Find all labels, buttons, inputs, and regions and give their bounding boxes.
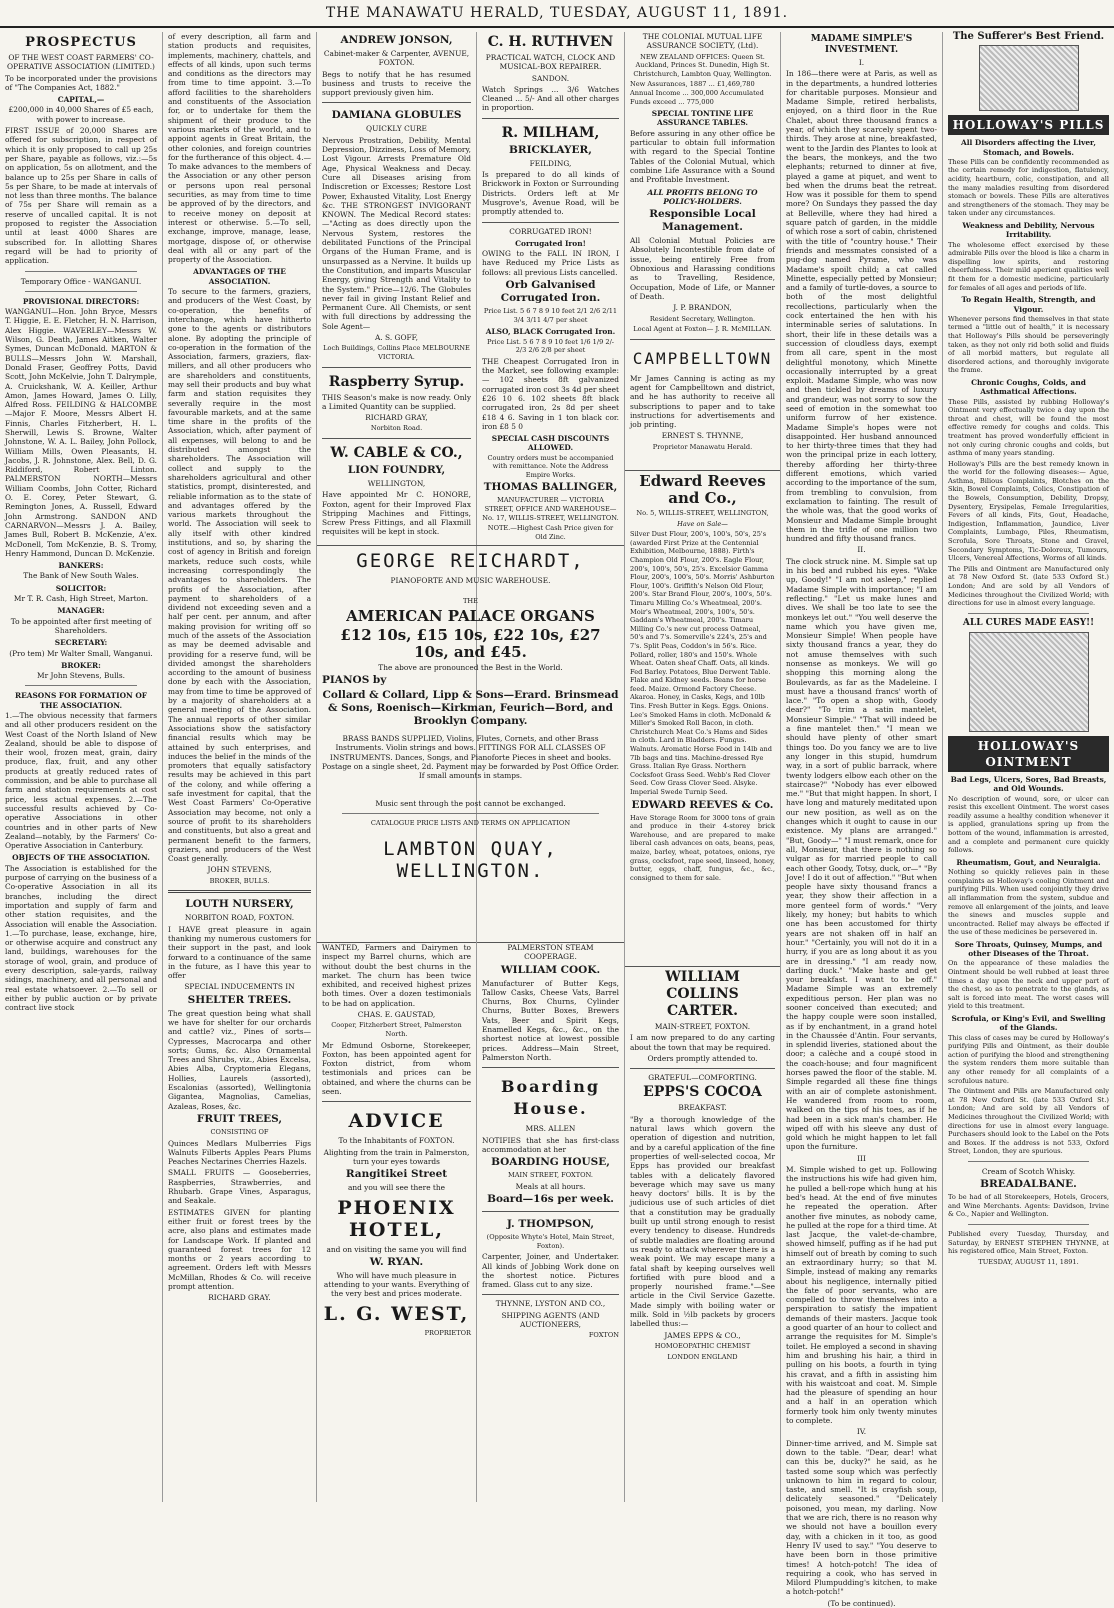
- brandon-title: Resident Secretary, Wellington.: [649, 314, 756, 323]
- divider: [25, 291, 137, 292]
- raspberry-syrup-title: Raspberry Syrup.: [328, 373, 465, 390]
- boarding-house-name: BOARDING HOUSE,: [491, 1156, 610, 1169]
- rgray-address: Norbiton Road.: [370, 424, 423, 433]
- solicitor-heading: SOLICITOR:: [55, 583, 107, 593]
- column-5: [625, 32, 780, 468]
- advice-sub: To the Inhabitants of FOXTON.: [338, 1136, 455, 1146]
- coughs-text: These Pills, assisted by rubbing Holloway's Ointment very effectually twice a day upon the throat and chest, will be found the most effective remedy for coughs and colds. This treatment has proved wonderfully efficient in not only curing chronic coughs and colds, but asthma of many years standing.: [948, 397, 1109, 458]
- cooperage-heading: PALMERSTON STEAM COOPERAGE.: [507, 943, 594, 962]
- orb-price-list: Price List. 5 6 7 8 9 10 feet 2/1 2/6 2/11 3/4 3/11 4/7 per sheet: [483, 307, 618, 324]
- carter-name: WILLIAM COLLINS CARTER.: [665, 969, 740, 1019]
- thynne-name: ERNEST S. THYNNE,: [661, 431, 744, 441]
- weakness-heading: Weakness and Debility, Nervous Irritability.: [962, 221, 1095, 240]
- boarding-house-address: MAIN STREET, FOXTON.: [508, 1171, 593, 1180]
- reichardt-advert: [317, 545, 624, 940]
- edward-reeves-name: Edward Reeves and Co.,: [639, 472, 766, 507]
- divider: [968, 613, 1089, 614]
- apo-title: AMERICAN PALACE ORGANS: [346, 606, 595, 625]
- meals-text: Meals at all hours.: [515, 1181, 586, 1191]
- edward-reeves-storage: Have Storage Room for 3000 tons of grain and produce in their 4-storey brick Warehouse, and are prepared to make liberal cash advances on oats, beans, peas, maize, barley, wheat, potatoes, onions, rye grass, cocksfoot, rape seed, linseed, honey, butter, eggs, chaff, fungus, &c., &c., consigned to them for sale.: [630, 813, 775, 882]
- local-agent: Local Agent at Foxton— J. R. McMILLAN.: [633, 325, 772, 334]
- signatory-name: JOHN STEVENS,: [207, 865, 272, 875]
- damiana-sub: QUICKLY CURE: [366, 124, 427, 134]
- prospectus-intro: To be incorporated under the provisions of "The Companies Act, 1882.": [5, 73, 157, 92]
- black-price-list: Price List. 5 6 7 8 9 10 feet 1/6 1/9 2/- 2/3 2/6 2/8 per sheet: [486, 337, 615, 355]
- signatory-title: BROKER, BULLS.: [209, 876, 270, 885]
- advice-text-3: and on visiting the same you will find: [326, 1244, 467, 1254]
- west-name: L. G. WEST,: [323, 1302, 470, 1325]
- cheapest-text: THE Cheapest Corrugated Iron in the Market, see following example:— 102 sheets 8ft galvanized corrugated iron cost 3s 4d per sheet £26 10 6. 102 sheets 8ft black corrugated iron, 2s 8d per sheet £18 4 6. Saving in 1 ton black cor. iron £8 5 0: [482, 356, 620, 431]
- weakness-text: The wholesome effect exercised by these admirable Pills over the blood is like a charm in dispelling low spirits, and restoring cheerfulness. Their mild aperient qualities well fit them for a domestic medicine, particularly for females of all ages and periods of life.: [948, 240, 1109, 292]
- thompson-name: J. THOMPSON,: [506, 1218, 595, 1231]
- wanted-churns: WANTED, Farmers and Dairymen to inspect my Barrel churns, which are without doubt the best churns in the market. The churn has been twice exhibited, and received highest prizes both times. Over a dozen testimonials to be had on application.: [322, 943, 471, 1008]
- fruit-trees-sub: CONSISTING OF: [210, 1127, 269, 1136]
- divider: [342, 813, 599, 814]
- column-6: [781, 32, 942, 1608]
- pianos-heading: PIANOS by: [322, 674, 387, 687]
- imprint-date: TUESDAY, AUGUST 11, 1891.: [978, 1257, 1079, 1266]
- campbelltown-text: Mr James Canning is acting as my agent for Campbelltown and district, and he has authority to receive all subscriptions to paper and to take instructions for advertisements and job printing.: [630, 373, 775, 430]
- holloways-pills-banner: HOLLOWAY'S PILLS: [948, 115, 1109, 135]
- fruit-trees-list: Quinces Medlars Mulberries Figs Walnuts Filberts Apples Pears Plums Peaches Nectarines Cherries Hazels.: [168, 1138, 311, 1167]
- on-sale-heading: Have on Sale—: [677, 519, 728, 528]
- gaustad-address: Cooper, Fitzherbert Street, Palmerston North.: [331, 1021, 462, 1038]
- manager-heading: MANAGER:: [57, 606, 105, 616]
- local-management: Responsible Local Management.: [649, 208, 756, 234]
- louth-nursery-address: NORBITON ROAD, FOXTON.: [184, 913, 295, 923]
- tontine-heading: SPECIAL TONTINE LIFE ASSURANCE TABLES.: [651, 109, 754, 128]
- prospectus-title: PROSPECTUS: [25, 35, 137, 50]
- bad-legs-heading: Bad Legs, Ulcers, Sores, Bad Breasts, and Old Wounds.: [950, 775, 1107, 794]
- to-be-continued: (To be continued).: [827, 1598, 896, 1608]
- capital-text: £200,000 in 40,000 Shares of £5 each, with power to increase.: [8, 105, 154, 124]
- corrugated-text: OWING to the FALL IN IRON, I have Reduced my Price Lists as follows: all previous Lists cancelled.: [482, 249, 619, 277]
- whisky-text: To be had of all Storekeepers, Hotels, Grocers, and Wine Merchants. Agents: Davidson, Irvine & Co., Napier and Wellington.: [948, 1193, 1109, 1219]
- regain-text: Whenever persons find themselves in that state termed a "little out of health," it is necessary that Holloway's Pills should be perseveringly taken, as they not only rid both solid and fluids of all morbid matters, but regulate all disordered actions, and thoroughly invigorate the frame.: [948, 314, 1109, 375]
- milham-text: Is prepared to do all kinds of Brickwork in Foxton or Surrounding Districts. Orders left at Mr Musgrove's, Avenue Road, will be promptly attended to.: [482, 170, 619, 217]
- colonial-figures: New Assurances, 1887 ... £1,469,780 Annual Income ... 300,000 Accumulated Funds exceed ... 775,000: [630, 80, 764, 106]
- story-part-3: M. Simple wished to get up. Following the instructions his wife had given him, he pulled a bell-rope which hung at his bed's head. At the end of five minutes he repeated the operation. After another five minutes, as nobody came, he pulled at the rope for a third time. At last Jacque, the valet-de-chambre, showed himself, puffing as if he had put himself out of breath by coming to such an extraordinary hurry; so that M. Simple, instead of making any remarks about his negligence, internally pitied the fate of poor servants, who are compelled to throw themselves into a perspiration to satisfy the impatient demands of their masters. Jacque took a good quarter of an hour to collect and arrange the requisites for M. Simple's toilet. He employed a second in shaving him and brushing his hair, a third in pulling on his boots, a fourth in tying his cravat, and a fifth in assisting him with his waistcoat and coat. M. Simple had the pleasure of spending an hour and a half in an operation which formerly took him only twenty minutes to complete.: [786, 1165, 937, 1426]
- reasons-heading: REASONS FOR FORMATION OF THE ASSOCIATION.: [14, 691, 148, 710]
- carter-text: I am now prepared to do any carting about the town that may be required.: [630, 1033, 775, 1052]
- tontine-text: Before assuring in any other office be particular to obtain full information with regard to the Special Tontine Tables of the Colonial Mutual, which combine Life Assurance with a Sound and Profitable Investment.: [630, 128, 775, 185]
- ruthven-place: SANDON.: [531, 73, 570, 83]
- thynne-title: Proprietor Manawatu Herald.: [652, 442, 753, 451]
- edward-reeves-advert: [625, 470, 780, 962]
- temporary-office: Temporary Office - WANGANUI.: [20, 276, 142, 286]
- allen-name: MRS. ALLEN: [525, 1124, 576, 1134]
- coughs-heading: Chronic Coughs, Colds, and Asthmatical Affections.: [971, 377, 1086, 397]
- watch-prices: Watch Springs ... 3/6 Watches Cleaned ... 5/- And all other charges in proportion.: [482, 84, 619, 113]
- cash-discounts: SPECIAL CASH DISCOUNTS ALLOWED.: [491, 434, 610, 453]
- local-management-text: All Colonial Mutual Policies are Absolutely Incontestible from date of issue, being entirely Free from Obnoxious and Harassing conditions as to Travelling, Residence, Occupation, Mode of Life, or Manner of Death.: [630, 236, 775, 301]
- divider: [25, 271, 137, 272]
- lambton-quay: LAMBTON QUAY, WELLINGTON.: [383, 837, 558, 882]
- imprint: Published every Tuesday, Thursday, and Saturday, by ERNEST STEPHEN THYNNE, at his registered office, Main Street, Foxton.: [948, 1230, 1109, 1256]
- reichardt-trade: PIANOFORTE AND MUSIC WAREHOUSE.: [390, 576, 551, 585]
- jonson-name: ANDREW JONSON,: [340, 34, 453, 46]
- masthead: THE MANAWATU HERALD, TUESDAY, AUGUST 11, 1891.: [0, 0, 1114, 28]
- chapter-1: I.: [858, 58, 865, 67]
- carter-address: MAIN-STREET, FOXTON.: [654, 1022, 751, 1031]
- lion-foundry: LION FOUNDRY,: [347, 463, 446, 476]
- catalogue-notice: CATALOGUE PRICE LISTS AND TERMS ON APPLICATION: [370, 818, 571, 827]
- profits-heading: ALL PROFITS BELONG TO POLICY-HOLDERS.: [647, 187, 758, 206]
- thynne-lyston: THYNNE, LYSTON AND CO.,: [495, 1299, 606, 1309]
- story-part-4: Dinner-time arrived, and M. Simple sat down to the table. "Dear, dear! what can this be, ducky?" he said, as he tasted some soup which was perfectly unknown to him in regard to colour, taste, and smell. "It is crayfish soup, delicately seasoned." "Delicately poisoned, you mean, my darling. Now that we are rich, there is no reason why we should not have a bouillon every day, with a chicken in it too, as good Henry IV used to say." "You deserve to have been born in those primitive times! A hotch-potch! The idea of requiring a cook, who has served in Milord Plumpudding's kitchen, to make a hotch-potch!": [786, 1438, 937, 1597]
- allen-text: NOTIFIES that she has first-class accommodation at her: [482, 1135, 619, 1154]
- all-cures-banner: ALL CURES MADE EASY!!: [962, 617, 1095, 628]
- advice-heading: ADVICE: [348, 1110, 445, 1133]
- jonson-text: Begs to notify that he has resumed business and trusts to receive the support previously given him.: [322, 69, 471, 98]
- chapter-2: II.: [857, 545, 866, 555]
- sore-throats-text: On the appearance of these maladies the Ointment should be well rubbed at least three times a day upon the neck and upper part of the chest, so as to penetrate to the glands, as salt is forced into meat. The worst cases will yield to this treatment.: [948, 959, 1109, 1011]
- broker-text: Mr John Stevens, Bulls.: [37, 671, 125, 681]
- colonial-offices: NEW ZEALAND OFFICES: Queen St. Auckland, Princes St. Dunedin, High St. Christchurch, Lambton Quay, Wellington.: [633, 52, 772, 78]
- edward-reeves-co: EDWARD REEVES & Co.: [631, 798, 774, 811]
- objects-text: The Association is established for the purpose of carrying on the business of a Co-operative Association in all its branches, including the direct importation and supply of farm and other station requisites, and the Association will enable the Association. 1.—To purchase, lease, exchange, hire, or otherwise acquire and construct any land, buildings, warehouses for the storage of wool, grain, and produce of every description, sale-yards, railway sidings, machinery, and all personal and real estate whatsoever. 2.—To sell or either by public auction or by private contract live stock: [5, 863, 157, 1013]
- divider: [25, 685, 137, 686]
- rangitikei-street: Rangitikei Street: [345, 1168, 448, 1181]
- column-3: [317, 32, 476, 542]
- cable-name: W. CABLE & CO.,: [330, 444, 463, 461]
- rheumatism-heading: Rheumatism, Gout, and Neuralgia.: [956, 857, 1101, 867]
- broker-heading: BROKER:: [61, 660, 101, 670]
- secretary-heading: SECRETARY:: [54, 638, 108, 648]
- campbelltown-title: CAMPBELLTOWN: [632, 348, 773, 368]
- brandon-name: J. P. BRANDON,: [673, 303, 732, 313]
- epps-location: LONDON ENGLAND: [667, 1352, 738, 1361]
- orb-heading: Orb Galvanised Corrugated Iron.: [500, 279, 601, 305]
- hygeia-figure-illustration: [969, 632, 1089, 732]
- cash-discounts-text: Country orders must be accompanied with remittance. Note the Address Empire Works.: [487, 453, 614, 479]
- milham-place: FEILDING,: [529, 158, 572, 168]
- colonial-mutual-title: THE COLONIAL MUTUAL LIFE ASSURANCE SOCIETY, (Ltd).: [642, 32, 763, 51]
- goff-address: Loch Buildings, Collins Place MELBOURNE VICTORIA.: [323, 344, 470, 361]
- carter-orders: Orders promptly attended to.: [647, 1053, 758, 1063]
- objects-continued: of every description, all farm and station products and requisites, implements, machinery, chattels, and effects of all kinds, upon such terms and conditions as the directors may from time to time appoint. 3.—To afford facilities to the shareholders and constituents of the Association for, or to undertake for them the shipment of their produce to the various markets of the world, and to appoint agents in Great Britain, the other colonies, and foreign countries for the furtherance of this object. 4.—To make advances to the members of the Association or any other person or persons upon real personal securities, as may from time to time be approved of by the directors, and to receive money on deposit at interest or otherwise. 5.—To sell, exchange, improve, manage, lease, mortgage, dispose of, or otherwise deal with all or any part of the property of the Association.: [168, 32, 311, 265]
- ballinger-address: MANUFACTURER — VICTORIA STREET, OFFICE AND WAREHOUSE— No. 17, WILLIS-STREET, WELLINGTON.: [482, 496, 619, 522]
- manager-text: To be appointed after first meeting of Shareholders.: [10, 616, 152, 635]
- prospectus-subtitle: OF THE WEST COAST FARMERS' CO-OPERATIVE ASSOCIATION (LIMITED.): [7, 53, 155, 72]
- grateful-comforting: GRATEFUL—COMFORTING.: [648, 1073, 757, 1083]
- story-part-1: In 186—there were at Paris, as well as in the departments, a hundred lotteries for charitable purposes. Monsieur and Madame Simple, retired herbalists, enjoyed, on a third floor in the Rue Chalet, about three thousand francs a year, of which they scarcely spent two-thirds. They arose at nine, breakfasted, went to the Jardin des Plantes to look at the bears, the monkeys, and the two elephants; returned to dinner at five, played a game at piquet, and went to bed when the drums beat the retreat. How was it possible for them to spend more? On Sundays they passed the day at Belleville, where they had hired a square patch of garden, in the middle of which rose a sort of cabin, christened with the title of "country house." Their friends and messmates consisted of a pug-dog named Pyrame, who was Madame's spoilt child; a cat called Minette, especially petted by Monsieur; and a family of turtle-doves, a source to both of the most delightful recollections, particularly when the cock entertained the hen with his interminable series of salutations. In short, their life in these details was a succession of cloudless days, exempt from all care, spent in the most delightful monotony, which Minette occasionally interrupted by a great exploit. Madame Simple, who was now and then tickled by dreams of luxury and grandeur, was not sorry to sow the seed of emotion in the somewhat too uniform furrow of her existence. Madame Simple's hopes were not disappointed. Her husband announced to her thirty-three times that they had won the principal prize in each lottery, thereby affording her thirty-three different emotions, which varied according to the importance of the sum, from trembling to convulsion, from exclamation to fainting. The result of the whole was, that the good works of Monsieur and Madame Simple brought them in the trifle of one million two hundred and fifty thousand francs.: [786, 69, 938, 544]
- thompson-text: Carpenter, Joiner, and Undertaker. All kinds of Jobbing Work done on the shortest notice. Pictures framed. Glass cut to any size.: [482, 1252, 619, 1290]
- chapter-3: III: [857, 1153, 866, 1163]
- column-7: [943, 32, 1114, 1504]
- shelter-trees: SHELTER TREES.: [187, 993, 292, 1006]
- damiana-text: Nervous Prostration, Debility, Mental Depression, Dizziness, Loss of Memory, Lost Vigour. Arrests Premature Old Age, Physical Weakness and Decay. Cure all Diseases arising from Indiscretion or Excesses; Restore Lost Power, Exhausted Vitality, Lost Energy &c. THE STRONGEST INVIGORANT KNOWN. The Medical Record states:—"Acting as does directly upon the Nervous System, restores the debilitated Functions of the Principal Organs of the Human Frame, and is unsurpassed as a Nervine. It builds up the Constitution, and imparts Muscular Energy, giving Strength and Vitality to the System." Price—12/6. The Globules never fail in giving Instant Relief and Permanent Cure. All Chemists, or sent with full directions by addressing the Sole Agent—: [322, 135, 471, 331]
- brass-bands-text: BRASS BANDS SUPPLIED, Violins, Flutes, Cornets, and other Brass Instruments. Violin strings and bows. FITTINGS FOR ALL CLASSES OF INSTRUMENTS. Dances, Songs, and Pianoforte Pieces in sheet and books. Postage on a single sheet, 2d. Payment may be forwarded by Post Office Order. If small amounts in stamps.: [322, 734, 619, 781]
- advice-text: Alighting from the train in Palmerston, turn your eyes towards: [323, 1147, 470, 1166]
- liver-heading: All Disorders affecting the Liver, Stomach, and Bowels.: [960, 138, 1096, 157]
- liver-text: These Pills can be confidently recommended as the certain remedy for indigestion, flatulency, acidity, heartburn, colic, constipation, and all the many maladies resulting from disordered stomach or bowels. These Pills are alteratives and strengtheners of the stomach. They may be taken under any circumstances.: [948, 157, 1109, 218]
- music-post-notice: Music sent through the post cannot be exchanged.: [375, 798, 566, 808]
- fruit-trees-heading: FRUIT TREES,: [196, 1112, 283, 1125]
- shipping-place: FOXTON: [588, 1331, 619, 1340]
- ointment-address: The Ointment and Pills are Manufactured only at 78 New Oxford St. (late 533 Oxford St.) London; And are sold by all Vendors of Medicines throughout the Civilized World; with directions for use in almost every language. Purchasers should look to the Label on the Pots and Boxes. If the address is not 533, Oxford Street, London, they are spurious.: [948, 1087, 1109, 1156]
- breadalbane-name: BREADALBANE.: [980, 1178, 1077, 1191]
- phoenix-hotel: PHOENIX HOTEL,: [337, 1196, 456, 1241]
- advantages-heading: ADVANTAGES OF THE ASSOCIATION.: [193, 267, 286, 286]
- epps-breakfast: BREAKFAST.: [678, 1103, 727, 1113]
- advice-text-4: Who will have much pleasure in attending to your wants. Everything of the very best and prices moderate.: [323, 1270, 470, 1299]
- apo-prices: £12 10s, £15 10s, £22 10s, £27 10s, and £45.: [340, 625, 601, 661]
- boarding-house-title: Boarding House.: [500, 1077, 601, 1119]
- special-inducements: SPECIAL INDUCEMENTS IN: [184, 982, 295, 992]
- bad-legs-text: No description of wound, sore, or ulcer can resist this excellent Ointment. The worst cases readily assume a healthy condition whenever it is applied, granulations spring up from the bottom of the wound, inflammation is arrested, and a complete and permanent cure quickly follows.: [948, 794, 1109, 855]
- black-heading: ALSO, BLACK Corrugated Iron.: [485, 327, 616, 337]
- estimates-text: ESTIMATES GIVEN for planting either fruit or forest trees by the acre, also plans and estimates made for Landscape Work. If planted and guaranteed forest trees for 12 months or 2 years according to agreement. Orders left with Messrs McMillan, Rhodes & Co. will receive prompt attention.: [168, 1207, 311, 1291]
- diseases-list: Holloway's Pills are the best remedy known in the world for the following diseases:— Ague, Asthma, Bilious Complaints, Blotches on the Skin, Bowel Complaints, Colics, Constipation of the Bowels, Consumption, Debility, Dropsy, Dysentery, Erysipelas, Female Irregularities, Fevers of all kinds, Fits, Gout, Headache, Indigestion, Inflammation, Jaundice, Liver Complaints, Lumbago, Piles, Rheumatism, Scrofula, Sore Throats, Stone and Gravel, Secondary Symptoms, Tic-Doloreux, Tumours, Ulcers, Venereal Affections, Worms of all kinds.: [948, 459, 1109, 563]
- advantages-text: To secure to the farmers, graziers, and producers of the West Coast, by co-operation, the benefits of interchange, which have hitherto gone to the agents or distributors alone. By adopting the principle of co-operation in the formation of the Association, farmers, graziers, flax-millers, and all other producers who are shareholders and constituents, may sell their products and buy what farm and station requisites they severally require in the most favourable markets, and at the same time share in the profits of the Association, which, after payment of all expenses, will belong to and be distributed amongst the shareholders. The Association will collect and supply to the shareholders agricultural and other statistics, prompt, disinterested, and reliable information as to the state of and advantages offered by the various markets throughout the world. The Association will seek to ally itself with other kindred institutions, and so, by sharing the cost of agency in British and foreign markets, reduce such costs, while increasing correspondingly the advantages to shareholders. The profits of the Association, after payment to shareholders of a dividend not exceeding seven and a half per cent. per annum, and after making provision for writing off so much of the assets of the Association as may be deemed advisable and providing for a reserve fund, will be divided amongst the shareholders according to the amount of business done by each with the Association, may from time to time be approved of by a majority of shareholders at a general meeting of the Association. The annual reports of other similar Associations show the satisfactory financial results which may be attained by such enterprises, and induces the belief in the minds of the promoters that equally satisfactory results may be achieved in this part of the colony, and while offering a safe investment for capital, that the West Coast Farmers' Co-Operative Association may become, not only a source of profit to its shareholders and constituents, but also a great and permanent benefit to the farmers, graziers, and producers of the West Coast generally.: [168, 287, 311, 864]
- louth-nursery-title: LOUTH NURSERY,: [185, 898, 294, 911]
- bankers-text: The Bank of New South Wales.: [23, 571, 139, 581]
- osborne-agent: Mr Edmund Osborne, Storekeeper, Foxton, has been appointed agent for Foxton district, from whom testimonials and prices can be obtained, and where the churns can be seen.: [322, 1040, 471, 1097]
- column-4: [477, 32, 624, 542]
- scrofula-text: This class of cases may be cured by Holloway's purifying Pills and Ointment, as their double action of purifying the blood and strengthening the system renders them more suitable than any other remedy for all complaints of a scrofulous nature.: [948, 1033, 1109, 1085]
- piano-makers: Collard & Collard, Lipp & Sons—Erard. Brinsmead & Sons, Roenisch—Kirkman, Feurich—Bord, and Brooklyn Company.: [322, 689, 619, 728]
- holloway-illustration: [979, 45, 1079, 111]
- nursery-proprietor: RICHARD GRAY.: [208, 1293, 271, 1303]
- sore-throats-heading: Sore Throats, Quinsey, Mumps, and other Diseases of the Throat.: [954, 939, 1103, 959]
- divider: [168, 890, 311, 893]
- epps-company: JAMES EPPS & CO.,: [664, 1330, 741, 1340]
- edward-reeves-address: No. 5, WILLIS-STREET, WELLINGTON,: [636, 509, 769, 517]
- milham-name: R. MILHAM,: [501, 124, 600, 141]
- rgray-name: RICHARD GRAY,: [365, 413, 428, 423]
- corrugated-heading-2: Corrugated Iron!: [515, 238, 586, 248]
- divider: [968, 1161, 1089, 1162]
- solicitor-text: Mr T. R. Cash, High Street, Marton.: [13, 594, 149, 604]
- whisky-heading: Cream of Scotch Whisky.: [981, 1166, 1076, 1176]
- ruthven-name: C. H. RUTHVEN: [487, 34, 614, 50]
- raspberry-syrup-text: THIS Season's make is now ready. Only a Limited Quantity can be supplied.: [322, 392, 471, 411]
- west-title: PROPRIETOR: [424, 1328, 471, 1337]
- capital-heading: CAPITAL,—: [57, 95, 105, 105]
- advice-text-2: and you will see there the: [347, 1183, 446, 1193]
- column-1: [0, 32, 162, 1504]
- board-price: Board—16s per week.: [487, 1193, 614, 1206]
- epps-text: "By a thorough knowledge of the natural laws which govern the operation of digestion and nutrition, and by a careful application of the fine properties of well-selected cocoa, Mr Epps has provided our breakfast tables with a delicately flavored beverage which may save us many heavy doctors' bills. It is by the judicious use of such articles of diet that a constitution may be gradually built up until strong enough to resist every tendency to disease. Hundreds of subtle maladies are floating around us ready to attack wherever there is a weak point. We may escape many a fatal shaft by keeping ourselves well fortified with pure blood and a properly nourished frame."—See article in the Civil Service Gazette. Made simply with boiling water or milk. Sold in ½lb packets by grocers labelled thus:—: [630, 1114, 776, 1329]
- secretary-text: (Pro tem) Mr Walter Small, Wanganui.: [9, 648, 153, 658]
- milham-trade: BRICKLAYER,: [509, 143, 592, 156]
- apo-text: The above are pronounced the Best in the World.: [378, 662, 563, 672]
- ryan-name: W. RYAN.: [369, 1255, 424, 1268]
- rheumatism-text: Nothing so quickly relieves pain in these complaints as Holloway's cooling Ointment and purifying Pills. When used conjointly they drive all inflammation from the system, subdue and remove all enlargement of the joints, and leave the sinews and muscles supple and uncontracted. Relief may always be effected if the use of these medicines be persevered in.: [948, 868, 1109, 937]
- divider: [968, 1224, 1089, 1225]
- homoeopathic-chemist: HOMOEOPATHIC CHEMIST: [654, 1341, 751, 1350]
- regain-heading: To Regain Health, Strength, and Vigour.: [961, 295, 1096, 314]
- epps-cocoa: EPPS'S COCOA: [643, 1084, 762, 1101]
- holloways-ointment-banner: HOLLOWAY'S OINTMENT: [948, 736, 1109, 772]
- cook-text: Manufacturer of Butter Kegs, Tallow Casks, Cheese Vats, Barrel Churns, Box Churns, Cylinder Churns, Butter Boxes, Brewers Vats, Beer and Spirit Kegs, Enamelled Kegs, &c., &c., on the shortest notice at lowest possible prices. Address—Main Street, Palmerston North.: [482, 978, 619, 1062]
- story-title: MADAME SIMPLE'S INVESTMENT.: [810, 34, 913, 55]
- directors-list: WANGANUI—Hon. John Bryce, Messrs T. Higgie, E. E. Fletcher, H. N. Harrison, Alex Higgie. WAVERLEY—Messrs W. Wilson, G. Death, James Aitken, Walter Symes, Duncan McDonald. MARTON & BULLS—Messrs John W. Marshall, Donald Fraser, Geoffrey Potts, David Scott, John McKelvie, John T. Dalrymple, A. Cruickshank, W. A. Keiller, Arthur Amon, James Howard, James O. Lilly, Alfred Ross. FEILDING & HALCOMBE—Major F. Moore, Messrs Albert H. Finnis, Charles Fitzherbert, H. L. Sherwill, Lewis S. Browne, Walter Johnstone, W. A. L. Bailey, John Pollock, William Mills, Owen Pleasants, H. Jacobs, J. R. Johnstone, Alex. Bell, D. G. Riddiford, Robert Linton. PALMERSTON NORTH—Messrs William Coombs, John Cotter, Richard O. E. Corey, Peter Stewart, G. Remington Jones, A. Russell, Edward John Armstrong. SANDON AND CARNARVON—Messrs J. A. Bailey, James Bull, Robert B. McKenzie, A'ex. McDonell, Tom McKenzie, B. S. Tromy, Henry Hammond, Duncan D. McKenzie.: [5, 307, 158, 558]
- directors-heading: PROVISIONAL DIRECTORS:: [22, 296, 140, 306]
- goff-name: A. S. GOFF,: [375, 333, 418, 343]
- jonson-trade: Cabinet-maker & Carpenter, AVENUE, FOXTON.: [323, 49, 470, 68]
- column-2: [163, 32, 316, 1504]
- chapter-4: IV.: [856, 1427, 867, 1437]
- shipping-agents: SHIPPING AGENTS (AND AUCTIONEERS,: [501, 1310, 600, 1330]
- bankers-heading: BANKERS:: [58, 561, 104, 571]
- damiana-title: DAMIANA GLOBULES: [331, 109, 462, 122]
- on-sale-list: Silver Dust Flour, 200's, 100's, 50's, 25's (awarded First Prize at the Centennial Exhibition, Melbourne, 1888). Firth's Champion Old Flour, 200's. Eagle Flour, 200's, 100's, 50's, 25's. Excelsior Gamma Flour, 200's, 100's, 50's. Morris' Ashburton Flour, 100's. Griffith's Nelson Old Flour, 200's. Star Brand Flour, 200's, 100's, 50's. Timaru Milling Co.'s Wheatmeal, 200's. Moir's Wheatmeal, 200's, 100's, 50's. Gaddam's Wheatmeal, 200's. Timaru Milling Co.'s new cut process Oatmeal, 50's and 7's. Somerville's 224's, 25's and 7's. Split Peas, Coddon's in 56's. Rice. Pollard, roller, 180's and 150's. Whole Wheat. Oaten sheaf Chaff. Oats, all kinds. Fed Barley. Potatoes, Blue Derwent Table. Flake and Kidney seeds. Beans for horse feed. Maize. Ormond Factory Cheese. Akaroa. Honey, in Casks, Kegs, and 10lb Tins. Fresh Butter in Kegs. Eggs. Onions. Lee's Smoked Hams in cloth. McDonald & Miller's Smoked Roll Bacon, in cloth. Christchurch Meat Co.'s Hams and Sides in cloth. Lard in Bladders. Fungus. Walnuts. Aromatic Horse Food in 14lb and 7lb bags and tins. Machine-dressed Rye Grass. Italian Rye Grass. Northern Cocksfoot Grass Seed. Webb's Red Clover Seed. Cow Grass Clover Seed. Alsyke. Imperial Swede Turnip Seed.: [630, 530, 775, 796]
- first-issue-text: FIRST ISSUE of 20,000 Shares are offered for subscription, in respect of which it is only proposed to call up 25s per Share, payable as follows, viz.:—5s on application, 5s on allotment, and the balance up to 25s per Share in calls of 5s per Share, to be made at intervals of not less than three months. The balance of 75s per Share will remain as a reserve of uncalled capital. It is not proposed to register the Association until at least 4000 Shares are subscribed for. In allotting Shares regard will be had to priority of application.: [5, 126, 157, 266]
- reasons-text: 1.—The obvious necessity that farmers and all other producers resident on the West Coast of the North Island of New Zealand, should be able to dispose of their wool, frozen meat, grain, dairy produce, flax, fruit, and any other products at greatly reduced rates of commission, and be able to purchase all farm and station requirements at cost price, less actual expenses. 2.—The successful results achieved by Co-operative Associations in other countries and in other parts of New Zealand—notably, by the Farmers' Co-Operative Association in Canterbury.: [5, 711, 157, 851]
- old-zinc-note: NOTE.—Highest Cash Price given for Old Zinc.: [487, 524, 614, 541]
- apo-the: THE: [463, 597, 478, 606]
- corrugated-heading: CORRUGATED IRON!: [509, 226, 592, 236]
- gaustad-name: CHAS. E. GAUSTAD,: [357, 1010, 436, 1020]
- ruthven-trade: PRACTICAL WATCH, CLOCK AND MUSICAL-BOX REPAIRER.: [485, 53, 616, 72]
- cable-city: WELLINGTON,: [367, 478, 426, 488]
- louth-nursery-text: I HAVE great pleasure in again thanking my numerous customers for their support in the past, and look forward to a continuance of the same in the future, as I have this year to offer: [168, 924, 311, 981]
- cable-text: Have appointed Mr C. HONORE, Foxton, agent for their Improved Flax Stripping Machines and Fittings, Screw Press Fittings, and all Flaxmill requisites will be kept in stock.: [322, 490, 471, 537]
- column-5-lower: [625, 966, 780, 1504]
- cook-name: WILLIAM COOK.: [500, 963, 601, 976]
- story-part-2: The clock struck nine. M. Simple sat up in his bed and rubbed his eyes. "Wake up, Goody!" "I am not asleep," replied Madame Simple with importance; "I am reflecting." "Let us make lunes and dives. We shall be too late to see the monkeys let out." "You well deserve the name which you have given me, Monsieur Simple! When people have sixty thousand francs a year, they do not amuse themselves with such nonsense as monkeys. We will go shopping this morning along the Boulevards, as far as the Madeleine. I must have a thousand francs' worth of lace." "To open a shop with, Goody dear?" "To trim a satin mantelet, Monsieur Simple." "That will indeed be a fine mantelet then." "I mean we should have plenty of other smart things too. Do you fancy we are to live any longer in this stupid, humdrum way, in a sort of public barrack, where twenty lodgers elbow each other on the staircase?" "Nobody has ever elbowed me." "But that might happen. In short, I have long and maturely meditated upon our new position, as well as on the changes which it ought to cause in our existence. My plans are arranged." "But, Goody—" "I must remark, once for all, Monsieur, that there is nothing so vulgar as for married people to call each other Goody, Totsy, duck, or—" "By Jove! I do it out of affection." "But when people have sixty thousand francs a year, they show their affection in a more genteel form of words." "Very likely, my honey; but habits to which one has been accustomed for thirty years are not shaken off in half an hour." "Certainly, you will not do it in a hurry, if you are as long about it as you are in dressing." "I am ready now, darling duck." "Make haste and get your breakfast. I want to be off." Madame Simple was an extremely expeditious person. Her plan was no sooner conceived than executed; and the happy couple were soon installed, as if by enchantment, in a grand hotel in the Chaussée d'Antin. Four servants, in splendid liveries, stationed about the door; a calèche and a coupé stood in the coach-house; and four magnificent horses pawed the floor of the stable. M. Simple regarded all these fine things with an air of complete astonishment. He wandered from room to room, walked on the tips of his toes, as if he had been in a sick man's chamber. He wiped off with his sleeve any dust of gold which he might happen to let fall upon the furniture.: [786, 556, 937, 1152]
- small-fruits: SMALL FRUITS — Gooseberries, Raspberries, Strawberries, and Rhubarb. Grape Vines, Asparagus, and Seakale.: [168, 1168, 311, 1206]
- thompson-address: (Opposite Whyte's Hotel, Main Street, Foxton).: [486, 1233, 615, 1250]
- column-4-lower: [477, 942, 624, 1504]
- scrofula-heading: Scrofula, or King's Evil, and Swelling of the Glands.: [951, 1014, 1106, 1033]
- pills-address: The Pills and Ointment are Manufactured only at 78 New Oxford St. (late 533 Oxford St.) London; And are sold by all Vendors of Medicines throughout the Civilized World; with directions for use in almost every language.: [948, 564, 1109, 608]
- ballinger-name: THOMAS BALLINGER,: [483, 481, 618, 494]
- objects-heading: OBJECTS OF THE ASSOCIATION.: [12, 853, 150, 863]
- sufferers-friend: The Sufferer's Best Friend.: [952, 31, 1105, 42]
- reichardt-name: GEORGE REICHARDT,: [356, 550, 585, 572]
- column-3-lower: [317, 942, 476, 1504]
- nursery-trees-text: The great question being what shall we have for shelter for our orchards and cattle? viz., Pines of sorts—Cypresses, Macrocarpa and other sorts; Gums, &c. Also Ornamental Trees and Shrubs, viz., Abies Excelsa, Abies Alba, Cryptomeria Elegans, Hollies, Laurels (assorted), Escalonias (assorted), Wellingtonia Gigantea, Magnolias, Camelias, Azaleas, Roses, &c.: [168, 1008, 311, 1111]
